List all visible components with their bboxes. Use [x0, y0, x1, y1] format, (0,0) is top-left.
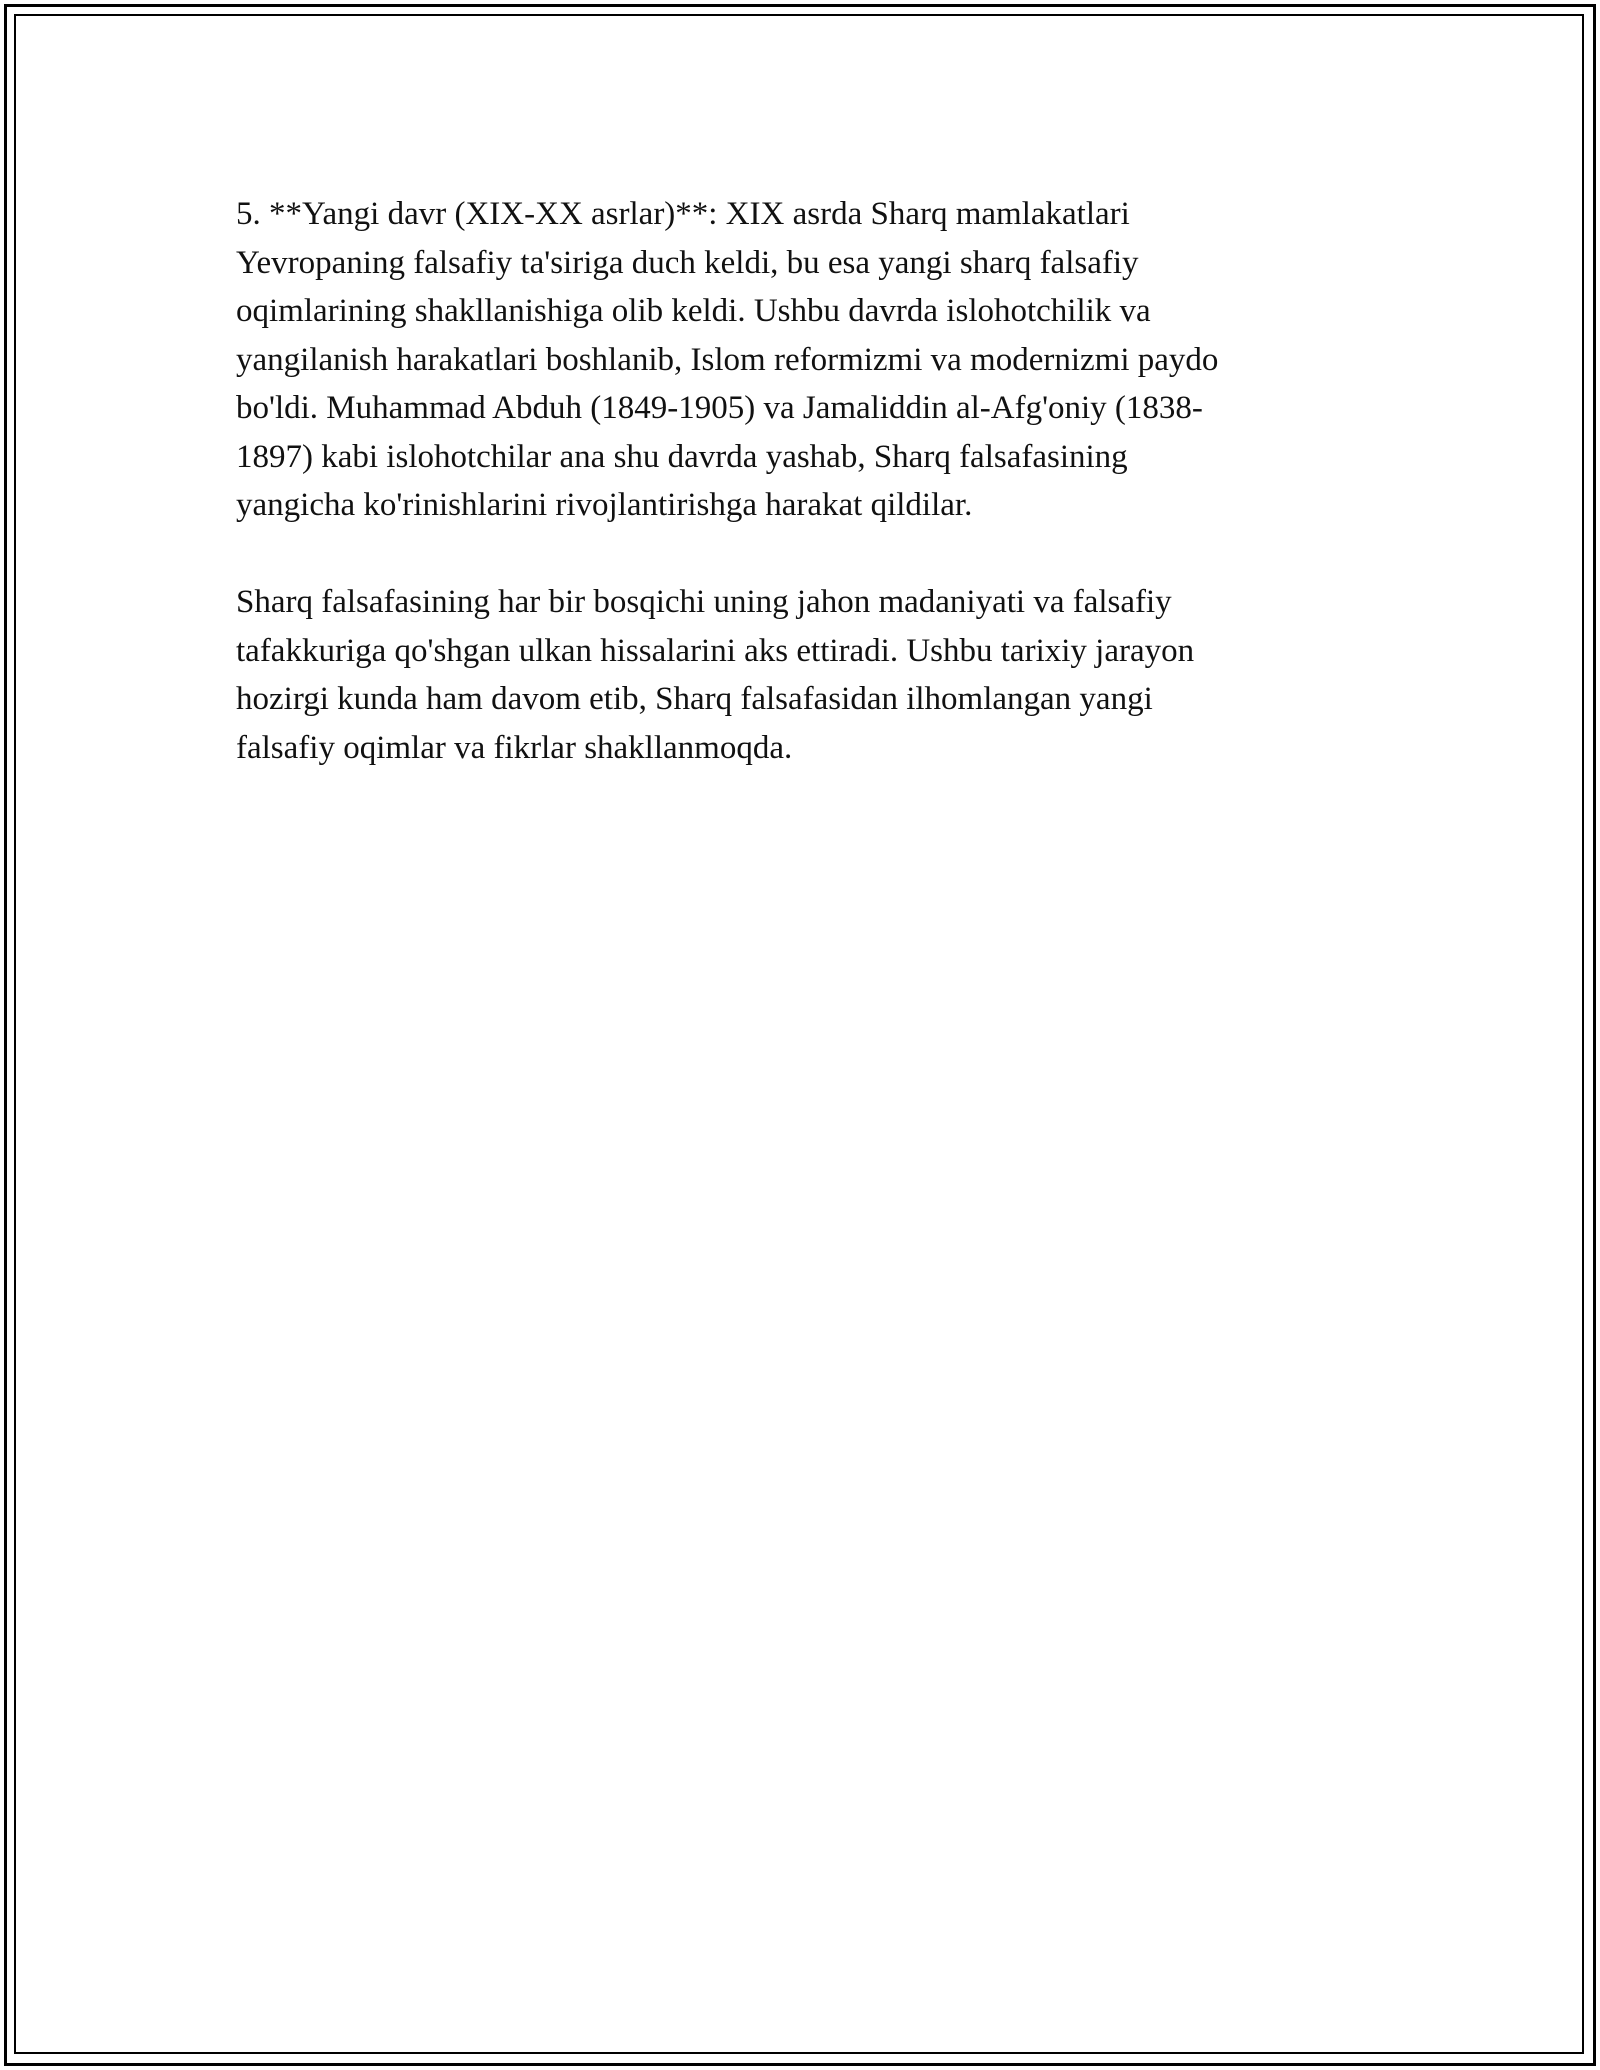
- text-line: tafakkuriga qo'shgan ulkan hissalarini aks ettiradi. Ushbu tarixiy jarayon: [236, 632, 1195, 669]
- paragraph-modern-era: [236, 190, 1376, 530]
- text-line: bo'ldi. Muhammad Abduh (1849-1905) va Jamaliddin al-Afg'oniy (1838-: [236, 390, 1203, 426]
- text-line: yangilanish harakatlari boshlanib, Islom reformizmi va modernizmi paydo: [236, 341, 1219, 378]
- document-body: [236, 190, 1376, 821]
- text-line: 1897) kabi islohotchilar ana shu davrda yashab, Sharq falsafasining: [236, 438, 1128, 475]
- text-line: Sharq falsafasining har bir bosqichi uning jahon madaniyati va falsafiy: [236, 584, 1172, 620]
- text-line: falsafiy oqimlar va fikrlar shakllanmoqda.: [236, 729, 793, 766]
- text-line: oqimlarining shakllanishiga olib keldi. Ushbu davrda islohotchilik va: [236, 293, 1151, 329]
- text-line: yangicha ko'rinishlarini rivojlantirishga harakat qildilar.: [236, 487, 973, 523]
- text-line: Yevropaning falsafiy ta'siriga duch keldi, bu esa yangi sharq falsafiy: [236, 244, 1139, 281]
- text-line: hozirgi kunda ham davom etib, Sharq falsafasidan ilhomlangan yangi: [236, 681, 1153, 717]
- paragraph-conclusion: [236, 578, 1376, 772]
- text-line: 5. **Yangi davr (XIX-XX asrlar)**: XIX asrda Sharq mamlakatlari: [236, 196, 1130, 232]
